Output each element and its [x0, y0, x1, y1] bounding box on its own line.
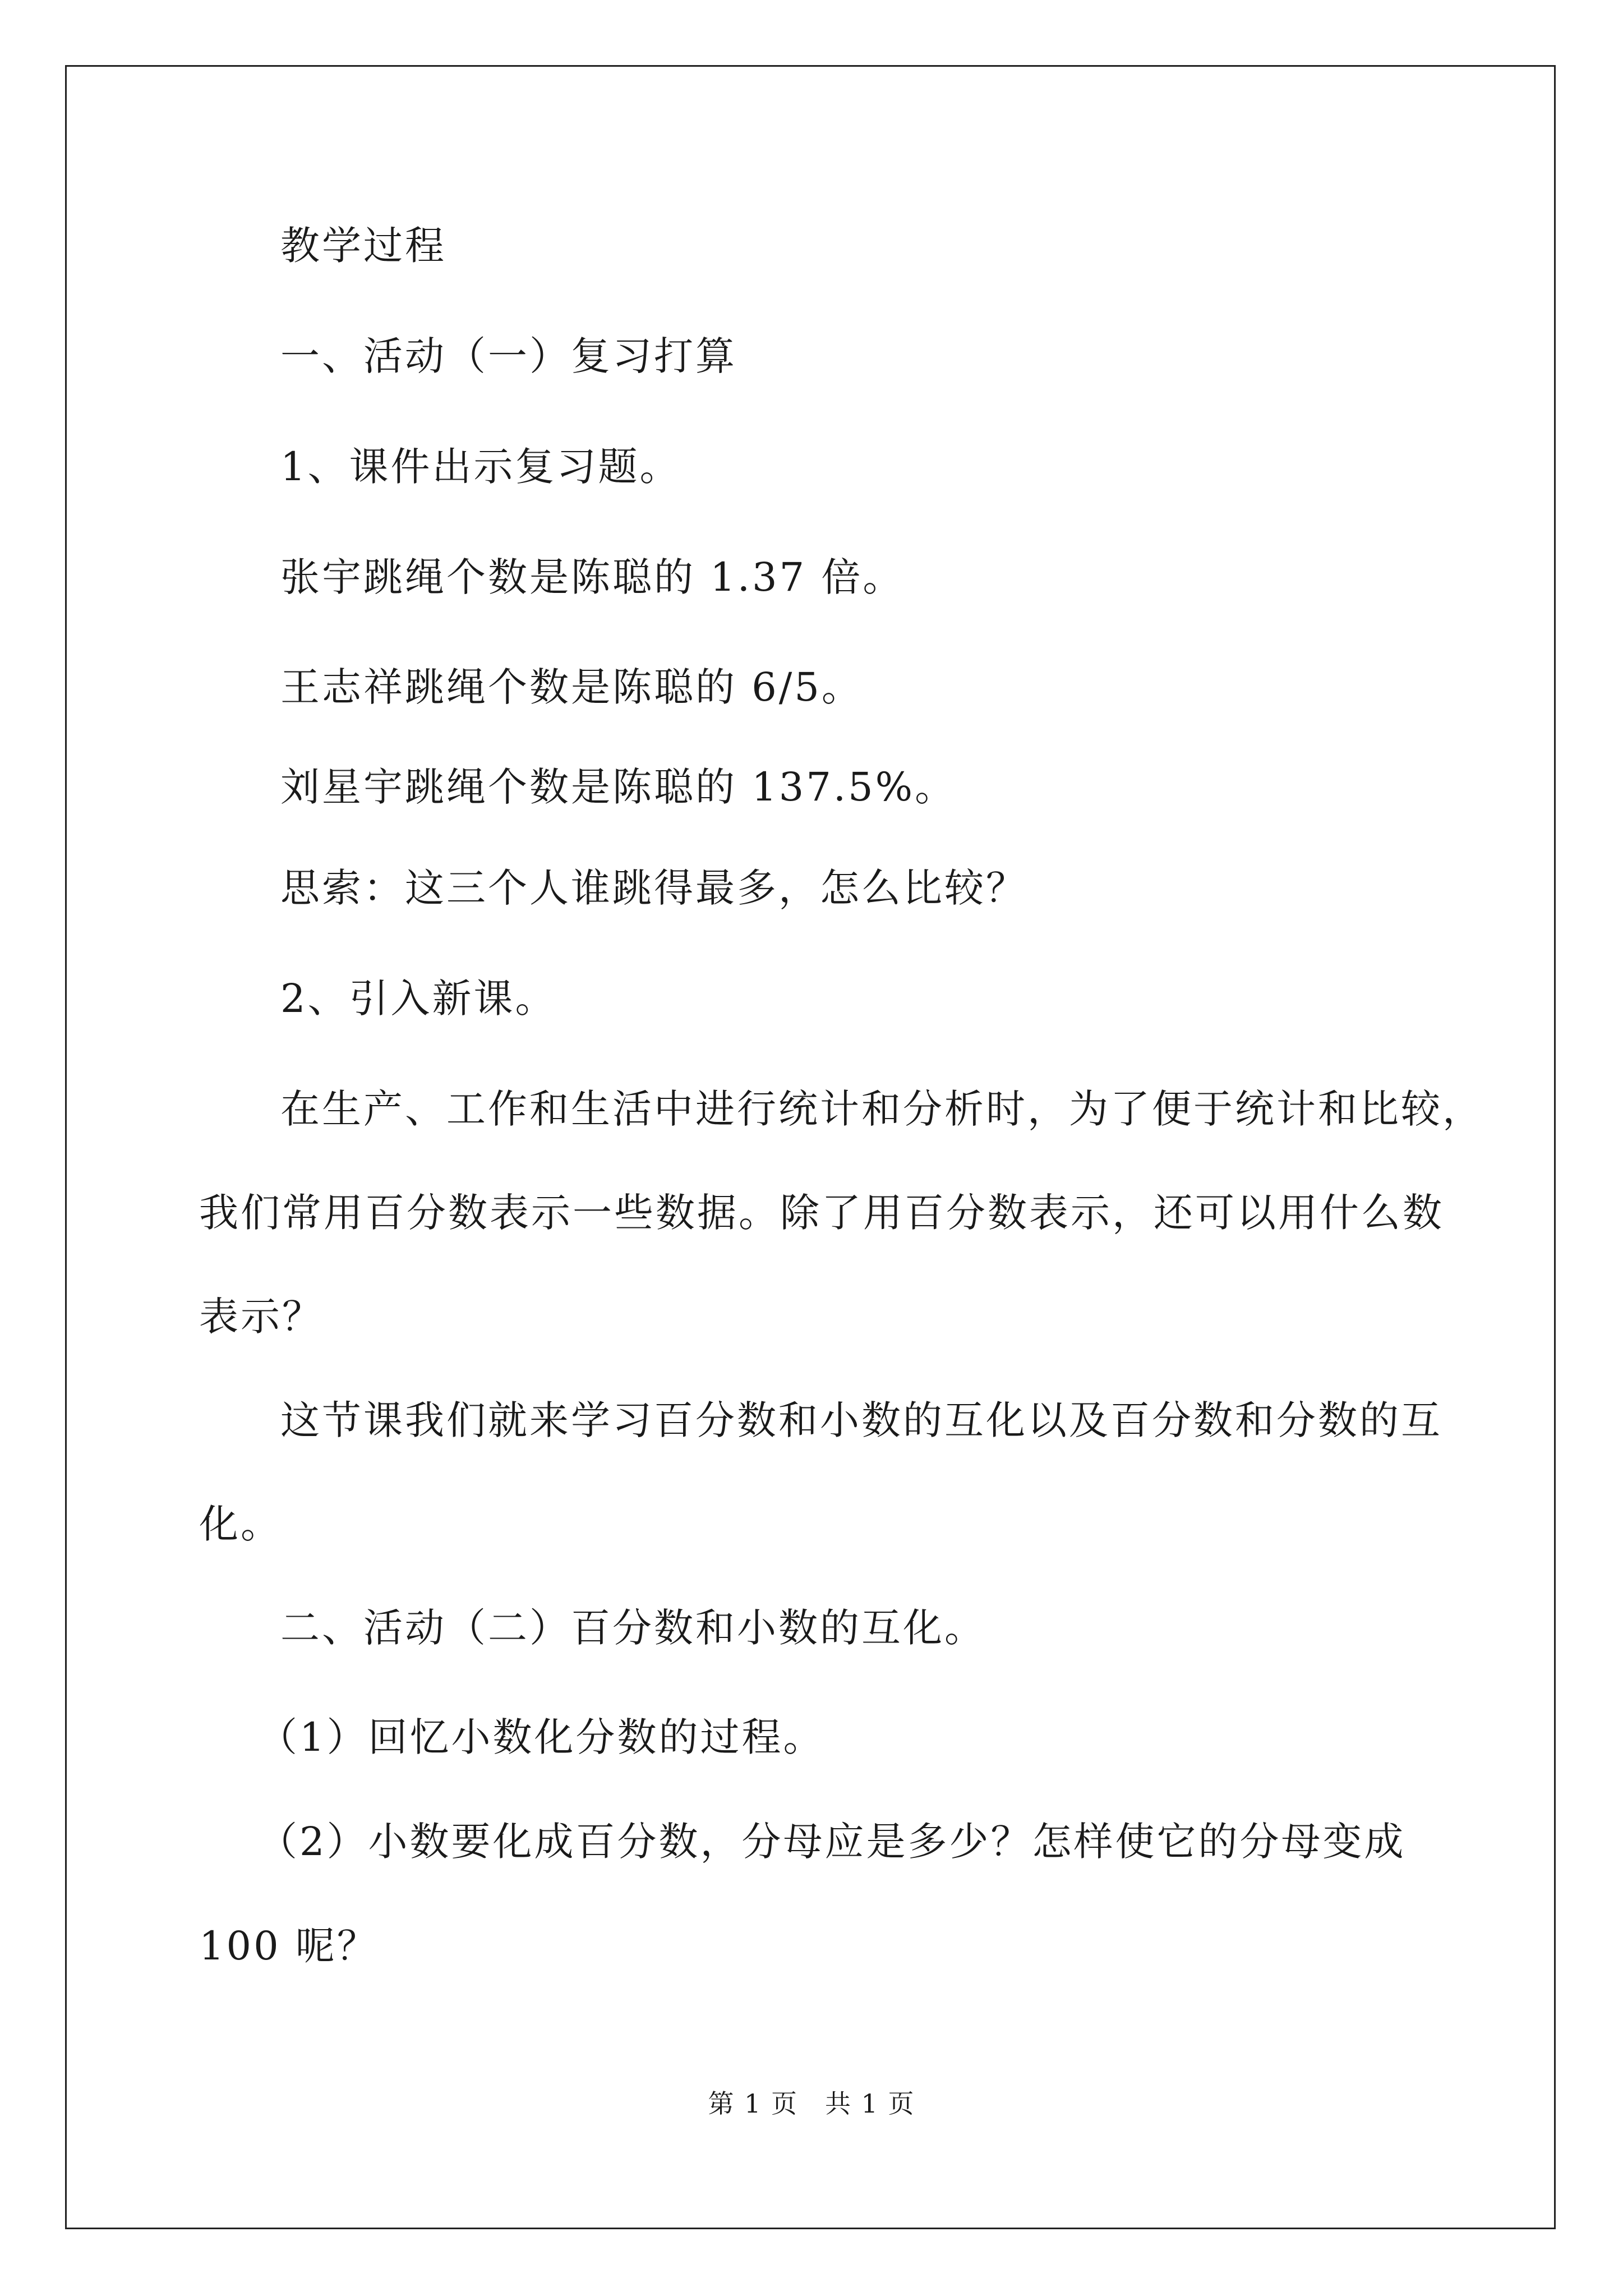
page-footer: 第 1 页 共 1 页: [708, 2088, 915, 2119]
paragraph-continuation: 表示？: [199, 1294, 324, 1340]
paragraph-continuation: 化。: [199, 1501, 282, 1547]
activity-heading-1: 一、活动（一）复习打算: [280, 333, 737, 379]
paragraph: （1）回忆小数化分数的过程。: [258, 1714, 825, 1760]
paragraph: （2）小数要化成百分数，分母应是多少？怎样使它的分母变成: [258, 1819, 1406, 1865]
paragraph: 1、课件出示复习题。: [280, 444, 681, 490]
activity-heading-2: 二、活动（二）百分数和小数的互化。: [280, 1605, 986, 1651]
paragraph: 2、引入新课。: [280, 976, 557, 1022]
page-border: [65, 65, 1556, 2229]
paragraph-continuation: 100 呢？: [199, 1923, 379, 1969]
section-title: 教学过程: [280, 223, 446, 269]
paragraph: 张宇跳绳个数是陈聪的 1.37 倍。: [280, 554, 905, 600]
paragraph-continuation: 我们常用百分数表示一些数据。除了用百分数表示，还可以用什么数: [199, 1190, 1444, 1236]
paragraph: 在生产、工作和生活中进行统计和分析时，为了便于统计和比较，: [280, 1086, 1484, 1132]
paragraph: 思索：这三个人谁跳得最多，怎么比较？: [280, 865, 1027, 911]
paragraph: 刘星宇跳绳个数是陈聪的 137.5%。: [280, 764, 957, 810]
paragraph: 王志祥跳绳个数是陈聪的 6/5。: [280, 664, 863, 710]
paragraph: 这节课我们就来学习百分数和小数的互化以及百分数和分数的互: [280, 1397, 1442, 1443]
